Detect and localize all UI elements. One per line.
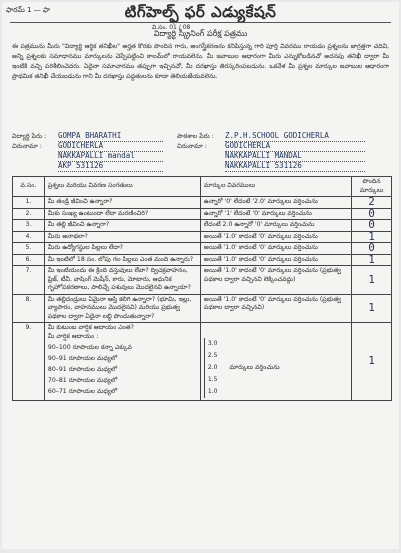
col-question-header: ప్రశ్నలు మరియు వివరణ సంగతులు [44,177,200,197]
table-row: 6. మీ ఇంటిలో 18 సం. లోపు గల పిల్లలు ఎంత మంది ఉన్నారు? అయితే '1.0' కాదంటే '0' మార్కులు వర్తించును 1 [13,254,392,266]
page-title: టిగ్‌హెల్ఫ్ ఫర్ ఎడ్యుకేషన్ [124,3,277,21]
school-name-label: పాఠశాల పేరు : [177,133,214,140]
table-row: 3. మీ తల్లి జీవించి ఉన్నారా? లేదంటే 2.0 ఉన్నారో '0' మార్కులు వర్తించును 0 [13,220,392,232]
table-row: 8. మీ తల్లిదండ్రులు ఏమైనా ఆస్తి కలిగి ఉన్నారా? (భూమి, ఇల్లు, వ్యాపారం, వాహనములు మొదలైనవి) మరియు ప్రభుత్వ పథకాల ద్వారా ఏదైనా లబ్ధి పొందుతున్నారా? అయితే '1.0' కాదంటే '0' మార్కులు వర్తించును (ప్రభుత్వ పథకాల ద్వారా వచ్చినవి) 1 [13,294,392,323]
scale-caption: మార్కులు వర్తించును [229,363,280,371]
score-cell[interactable]: 1 [352,254,392,266]
list-item: 80–91 రూపాయల మధ్యలో [47,365,118,373]
table-row: 9. మీ కుటుంబ వార్షిక ఆదాయం ఎంత? మీ వార్షిక ఆదాయం : 90–100 రూపాయల కన్నా ఎక్కువ 90–91 రూపాయల మధ్యలో 80–91 రూపాయల మధ్యలో 70–81 రూపాయల మధ్యలో 60–71 రూపాయల మధ్యలో 3.0 2.5 2.0 1.5 1.0 మార్కులు వర్తించును 1 [13,323,392,401]
header-divider [10,22,391,23]
table-row: 7. మీ ఇంటియందు ఈ క్రింది వస్తువులు లేవా? ద్విచక్రవాహనం, ఫ్రిజ్, టీవీ, వాషింగ్ మెషీన్, కారు, మోటారు, ఆధునిక గృహోపకరణాలు, పాలిచ్చే పశువులు మొదలైనవి ఉన్నాయా? అయితే '1.0' కాదంటే '0' మార్కులు వర్తించును (ప్రభుత్వ పథకాల ద్వారా వచ్చినవి లెక్కించవద్దు) 1 [13,266,392,295]
instructions-paragraph: ఈ పత్రమును మీరు "విద్యార్థి ఆర్థిక తనిఖీల" అర్హత కొరకు పొందిన గారు, అంగస్త్రీకరణను కనిపిస్తున్న గారి పూర్తి వివరము రాయడం ప్రశ్నలను జాగ్రత్తగా చదివి, అన్ని ప్రశ్నలకు సమాధానము మార్కులను చెప్పేపట్టించి కాలమ్‌లో రాయవలెను. మీ జవాబుల ఆధారంగా మీరు ఎన్నుకోబడినచో అదనపు తనిఖీ ద్వారా మీ ఇంటికి వచ్చి పరిశీలించెదరు. ఏదైనా సమాచారము తప్పుగా ఇచ్చినచో, మీ దరఖాస్తు తిరస్కరింపబడును. ఒకవేళ మీ ప్రశ్నల మార్కుల జవాబుల ఆధారంగా ప్రాథమిక తనిఖీ చేయబడును గాని మీ దరఖాస్తు పద్ధతులను కూడా తెలియజేయవలెను. [12,43,389,80]
serial-number: వి.సం. 01 / 08 [152,24,191,31]
list-item: 60–71 రూపాయల మధ్యలో [47,387,118,395]
score-cell[interactable]: 0 [352,243,392,255]
student-name-field[interactable]: GOMPA BHARATHI [58,131,163,142]
score-cell[interactable]: 1 [352,231,392,243]
table-row: 1. మీ తండ్రి జీవించి ఉన్నారా? ఉన్నారో '0' లేదంటే '2.0' మార్కులు వర్తించును 2 [13,197,392,209]
school-district-field[interactable]: NAKKAPALLI 531126 [225,161,365,172]
score-cell[interactable]: 1 [352,294,392,323]
list-item: 90–100 రూపాయల కన్నా ఎక్కువ [47,343,132,351]
income-question: మీ కుటుంబ వార్షిక ఆదాయం ఎంత? [47,324,134,331]
col-marks-header: మార్కుల వివరములు [200,177,351,197]
mandal-field[interactable]: NAKKAPALLI mandal [58,151,163,162]
school-mandal-field[interactable]: NAKKAPALLI MANDAL [225,151,365,162]
screening-table [12,176,392,401]
list-item: 70–81 రూపాయల మధ్యలో [47,376,118,384]
table-row: 4. మీరు అనాథలా? అయితే '1.0' కాదంటే '0' మార్కులు వర్తించును 1 [13,231,392,243]
scale-values: 3.0 2.5 2.0 1.5 1.0 [204,338,218,398]
form-code: ఫారమ్ 1 — ఫా [6,6,51,14]
col-number-header: వ.సం. [13,177,45,197]
table-header-row [13,177,392,197]
student-name-label: విద్యార్థి పేరు : [12,133,47,140]
score-cell[interactable]: 0 [352,220,392,232]
student-details [12,131,365,171]
list-item: 90–91 రూపాయల మధ్యలో [47,354,118,362]
address-field[interactable]: GODICHERLA [58,141,163,152]
form-subtitle: విద్యార్థి స్క్రీనింగ్ పరీక్ష పత్రము [153,29,248,38]
address-label: చిరునామా : [12,143,42,150]
district-field[interactable]: AKP 531126 [58,161,163,172]
score-cell[interactable]: 0 [352,208,392,220]
score-cell[interactable]: 1 [352,323,392,401]
score-cell[interactable]: 2 [352,197,392,209]
table-row: 2. మీకు సంఖ్య ఉంటుందా లేదా మరణించిరి? ఉన్నారో '1' లేదంటే '0' మార్కులు వర్తించును 0 [13,208,392,220]
score-cell[interactable]: 1 [352,266,392,295]
screening-form [2,2,399,549]
school-address-field[interactable]: GODICHERLA [225,141,365,152]
school-address-label: చిరునామా : [177,143,207,150]
school-name-field[interactable]: Z.P.H.SCHOOL GODICHERLA [225,131,365,142]
table-row: 5. మీరు ఉద్యోగస్థుల పిల్లలు లేదా? అయితే '1.0' కాదంటే '0' మార్కులు వర్తించును 0 [13,243,392,255]
col-score-header: పొందిన మార్కులు [352,177,392,197]
income-bands [48,333,197,399]
list-item: మీ వార్షిక ఆదాయం : [47,332,99,340]
income-scale [204,338,348,398]
